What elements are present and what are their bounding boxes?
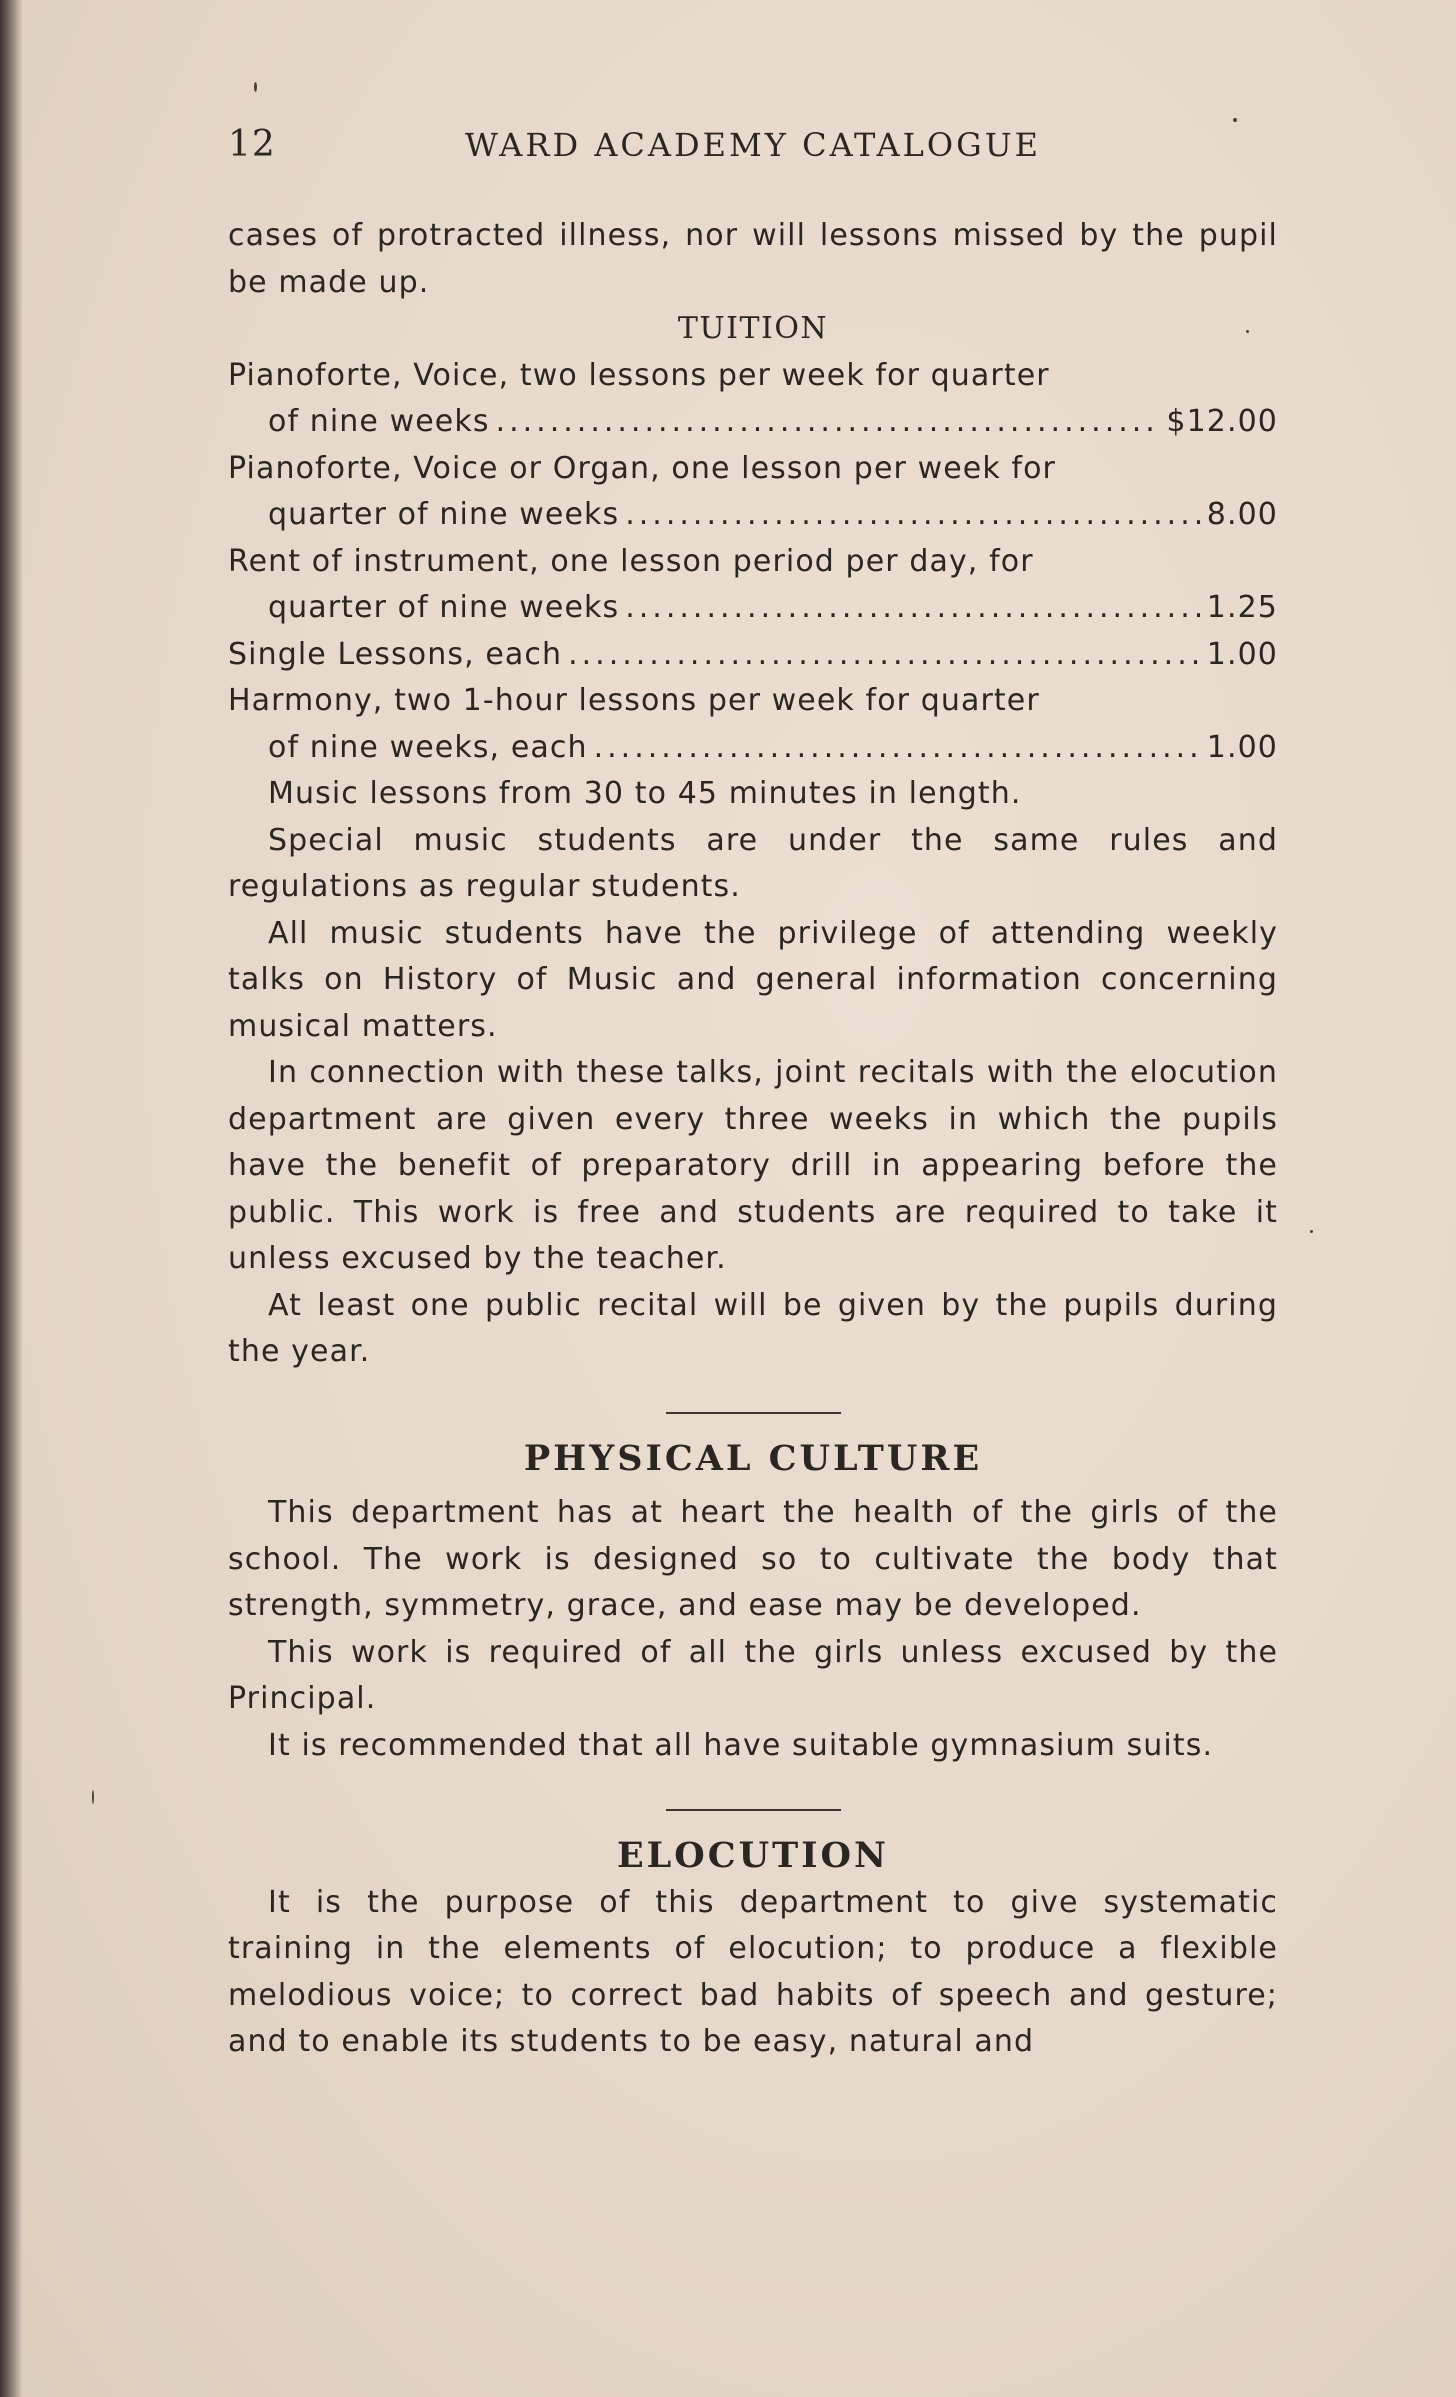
music-paragraph: In connection with these talks, joint recitals with the elocution department are given every three weeks in which the pupils have the benefit of preparatory drill in appearing before the public. This work is free and students are required to take it unless excused by the teacher. xyxy=(228,1055,1278,1276)
fee-description: Single Lessons, each xyxy=(228,636,563,672)
dot-leader xyxy=(625,492,1201,539)
fee-item xyxy=(228,632,1278,679)
fee-description-cont: of nine weeks xyxy=(268,404,490,439)
physical-culture-paragraph: This work is required of all the girls unless excused by the Principal. xyxy=(228,1634,1278,1716)
paper-speck xyxy=(1310,1230,1313,1233)
physical-culture-paragraph: This department has at heart the health of the girls of the school. The work is designed so to cultivate the body that strength, symmetry, grace, and ease may be developed. xyxy=(228,1495,1278,1623)
continuation-paragraph: cases of protracted illness, nor will lessons missed by the pupil be made up. xyxy=(228,218,1278,300)
fee-amount: 1.00 xyxy=(1206,729,1278,765)
music-paragraph: All music students have the privilege of attending weekly talks on History of Music and general information concerning musical matters. xyxy=(228,915,1278,1044)
fee-item xyxy=(228,678,1278,771)
running-title: WARD ACADEMY CATALOGUE xyxy=(464,126,1042,164)
page-header xyxy=(228,124,1278,174)
paper-speck xyxy=(1233,118,1237,122)
fee-amount: 1.00 xyxy=(1206,636,1278,672)
fee-description: Pianoforte, Voice or Organ, one lesson per week for xyxy=(228,450,1056,486)
paper-speck xyxy=(254,82,257,92)
fee-amount: $12.00 xyxy=(1166,404,1278,439)
fee-description-cont: of nine weeks, each xyxy=(268,729,588,765)
page-body xyxy=(228,213,1278,2066)
paper-speck xyxy=(92,1790,94,1804)
fee-description-cont: quarter of nine weeks xyxy=(268,497,620,532)
page-number: 12 xyxy=(228,124,276,165)
dot-leader xyxy=(568,632,1201,679)
physical-culture-title: PHYSICAL CULTURE xyxy=(523,1437,983,1479)
tuition-fee-list xyxy=(228,353,1278,772)
book-spine-edge xyxy=(0,0,22,2397)
fee-item xyxy=(228,353,1278,446)
elocution-title: ELOCUTION xyxy=(616,1835,890,1876)
music-paragraph: Special music students are under the same rules and regulations as regular students. xyxy=(228,822,1278,904)
fee-amount: 8.00 xyxy=(1206,497,1278,532)
elocution-paragraph: It is the purpose of this department to give systematic training in the elements of elocution; to produce a flexible melodious voice; to correct bad habits of speech and gesture; and to enable its students to be easy, natural and xyxy=(228,1884,1278,2059)
music-paragraph: At least one public recital will be given by the pupils during the year. xyxy=(228,1287,1278,1369)
dot-leader xyxy=(625,585,1201,632)
dot-leader xyxy=(594,725,1201,772)
tuition-heading: TUITION xyxy=(677,311,829,346)
physical-culture-paragraph: It is recommended that all have suitable gymnasium suits. xyxy=(268,1727,1214,1763)
fee-description: Rent of instrument, one lesson period per day, for xyxy=(228,543,1034,579)
fee-description: Pianoforte, Voice, two lessons per week for quarter xyxy=(228,357,1050,393)
fee-item xyxy=(228,446,1278,539)
dot-leader xyxy=(496,399,1161,446)
fee-description: Harmony, two 1-hour lessons per week for quarter xyxy=(228,683,1040,718)
fee-description-cont: quarter of nine weeks xyxy=(268,590,620,625)
paper-speck xyxy=(1246,330,1249,333)
fee-amount: 1.25 xyxy=(1206,590,1278,625)
music-paragraph: Music lessons from 30 to 45 minutes in length. xyxy=(268,776,1022,811)
fee-item xyxy=(228,539,1278,632)
